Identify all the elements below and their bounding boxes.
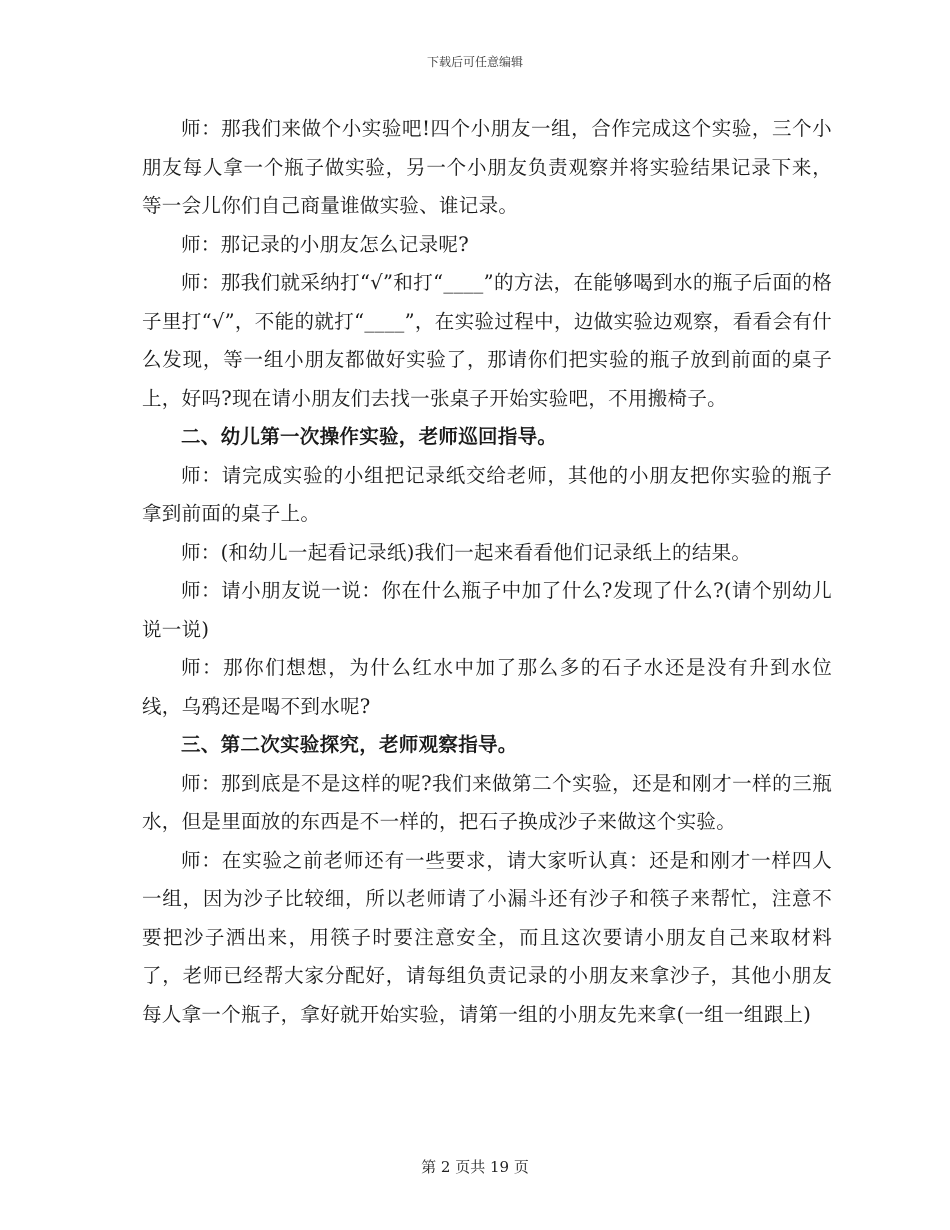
paragraph: 师：那我们就采纳打“√”和打“____”的方法，在能够喝到水的瓶子后面的格子里打“√”，不能的就打“____”，在实验过程中，边做实验边观察，看看会有什么发现，等一组小朋友都做好实验了，那请你们把实验的瓶子放到前面的桌子上，好吗?现在请小朋友们去找一张桌子开始实验吧，不用搬椅子。 <box>142 271 832 410</box>
page-footer: 第 2 页共 19 页 <box>421 1158 529 1176</box>
page-header: 下载后可任意编辑 <box>426 55 523 69</box>
section-heading: 二、幼儿第一次操作实验，老师巡回指导。 <box>181 425 558 448</box>
section-heading: 三、第二次实验探究，老师观察指导。 <box>181 733 518 756</box>
paragraph: 师：请完成实验的小组把记录纸交给老师，其他的小朋友把你实验的瓶子拿到前面的桌子上。 <box>142 463 832 525</box>
paragraph: 师：那你们想想，为什么红水中加了那么多的石子水还是没有升到水位线，乌鸦还是喝不到水呢? <box>142 656 832 718</box>
paragraph: 师：那到底是不是这样的呢?我们来做第二个实验，还是和刚才一样的三瓶水，但是里面放的东西是不一样的，把石子换成沙子来做这个实验。 <box>142 771 832 833</box>
paragraph: 师：在实验之前老师还有一些要求，请大家听认真：还是和刚才一样四人一组，因为沙子比较细，所以老师请了小漏斗还有沙子和筷子来帮忙，注意不要把沙子洒出来，用筷子时要注意安全，而且这次要请小朋友自己来取材料了，老师已经帮大家分配好，请每组负责记录的小朋友来拿沙子，其他小朋友每人拿一个瓶子，拿好就开始实验，请第一组的小朋友先来拿(一组一组跟上) <box>142 848 832 1026</box>
paragraph: 师：请小朋友说一说：你在什么瓶子中加了什么?发现了什么?(请个别幼儿说一说) <box>142 579 832 641</box>
paragraph: 师：(和幼儿一起看记录纸)我们一起来看看他们记录纸上的结果。 <box>181 540 752 564</box>
document-body <box>142 110 832 1034</box>
paragraph: 师：那我们来做个小实验吧!四个小朋友一组，合作完成这个实验，三个小朋友每人拿一个瓶子做实验，另一个小朋友负责观察并将实验结果记录下来，等一会儿你们自己商量谁做实验、谁记录。 <box>142 117 832 217</box>
paragraph: 师：那记录的小朋友怎么记录呢? <box>181 232 469 256</box>
